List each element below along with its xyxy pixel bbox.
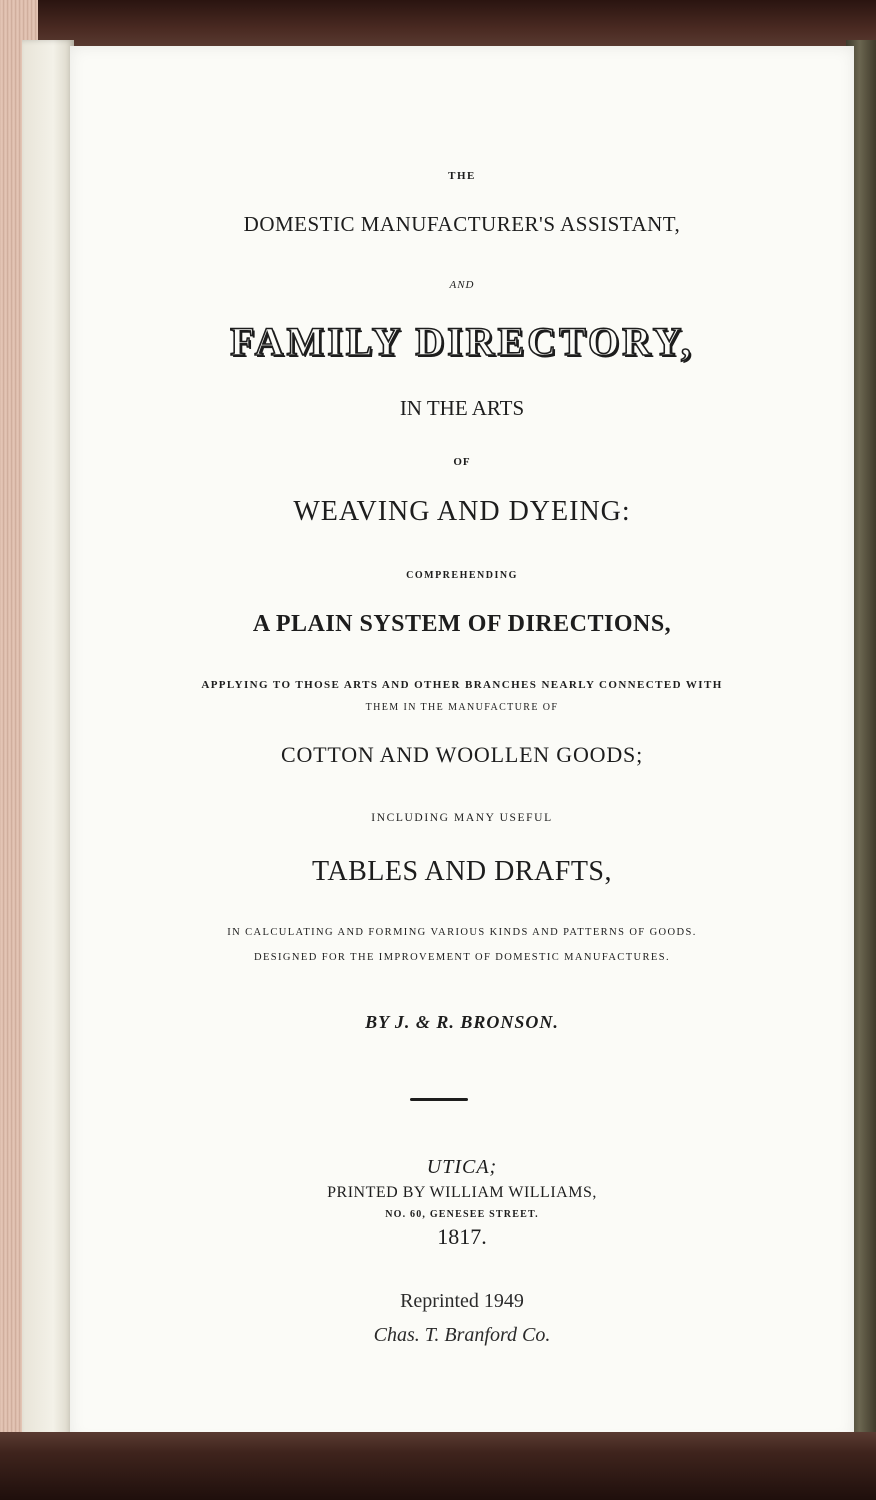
title-the: THE <box>448 170 476 182</box>
title-page <box>70 46 854 1442</box>
title-tables-drafts: TABLES AND DRAFTS, <box>311 856 613 887</box>
title-calc-line2: DESIGNED FOR THE IMPROVEMENT OF DOMESTIC MANUFACTURES. <box>253 952 670 963</box>
title-comprehending: COMPREHENDING <box>406 570 518 581</box>
title-applying-line2: THEM IN THE MANUFACTURE OF <box>365 702 559 713</box>
imprint-city: UTICA; <box>426 1156 498 1178</box>
imprint-printer: PRINTED BY WILLIAM WILLIAMS, <box>327 1184 597 1201</box>
title-cotton-woollen: COTTON AND WOOLLEN GOODS; <box>280 742 643 767</box>
title-author: BY J. & R. BRONSON. <box>365 1012 559 1032</box>
title-and: AND <box>449 279 475 291</box>
title-of: OF <box>453 456 471 468</box>
title-weaving-dyeing: WEAVING AND DYEING: <box>293 496 631 527</box>
title-including: INCLUDING MANY USEFUL <box>371 812 553 824</box>
title-calc-line1: IN CALCULATING AND FORMING VARIOUS KINDS AND PATTERNS OF GOODS. <box>227 927 697 938</box>
title-in-the-arts: IN THE ARTS <box>399 396 525 420</box>
imprint-address: NO. 60, GENESEE STREET. <box>385 1209 539 1220</box>
imprint-year: 1817. <box>437 1224 487 1249</box>
title-line-assistant: DOMESTIC MANUFACTURER'S ASSISTANT, <box>243 212 681 236</box>
title-family-directory: FAMILY DIRECTORY, <box>230 319 694 364</box>
title-applying-line1: APPLYING TO THOSE ARTS AND OTHER BRANCHES NEARLY CONNECTED WITH <box>201 679 723 691</box>
book-bottom-edge <box>0 1432 876 1500</box>
book-top-edge <box>0 0 876 48</box>
title-plain-system: A PLAIN SYSTEM OF DIRECTIONS, <box>252 611 672 637</box>
ornamental-rule <box>410 1098 468 1101</box>
reprint-publisher: Chas. T. Branford Co. <box>373 1324 551 1346</box>
page-gutter <box>22 40 74 1440</box>
reprint-note: Reprinted 1949 <box>400 1290 524 1312</box>
